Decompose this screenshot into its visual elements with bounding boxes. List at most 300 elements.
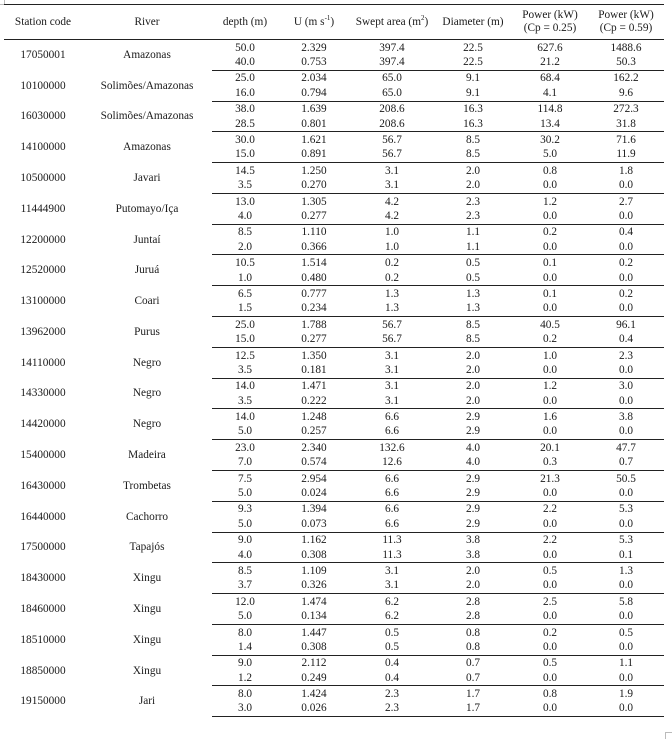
- velocity-cell: 1.162: [301, 534, 327, 547]
- depth-cell: 40.0: [212, 55, 278, 70]
- depth-cell: 8.5: [237, 226, 253, 239]
- diameter-cell: 2.8: [434, 609, 512, 624]
- river-name: Cachorro: [125, 510, 169, 523]
- velocity-cell: 0.234: [278, 302, 350, 317]
- river-name: Juruá: [134, 264, 160, 277]
- station-code: 17500000: [20, 541, 66, 554]
- swept-area-cell: 397.4: [379, 41, 405, 54]
- table-row: [4, 317, 664, 333]
- velocity-cell: 1.447: [301, 626, 327, 639]
- station-code: 19150000: [20, 695, 66, 708]
- velocity-cell: 0.308: [278, 548, 350, 563]
- depth-cell: 23.0: [235, 441, 255, 454]
- swept-area-cell: 11.3: [382, 534, 402, 547]
- river-name: Madeira: [128, 449, 166, 462]
- swept-area-cell: 12.6: [350, 456, 434, 471]
- depth-cell: 50.0: [235, 41, 255, 54]
- diameter-cell: 3.8: [465, 534, 481, 547]
- depth-cell: 5.0: [212, 609, 278, 624]
- power-cp025-cell: 0.0: [512, 394, 588, 409]
- depth-cell: 5.0: [212, 486, 278, 501]
- diameter-cell: 0.7: [434, 671, 512, 686]
- diameter-cell: 2.0: [434, 579, 512, 594]
- power-cp025-cell: 0.0: [512, 609, 588, 624]
- power-cp025-cell: 0.1: [542, 257, 558, 270]
- power-cp025-cell: 0.8: [542, 688, 558, 701]
- power-cp059-cell: 0.4: [618, 226, 634, 239]
- diameter-cell: 2.9: [465, 503, 481, 516]
- velocity-cell: 1.394: [301, 503, 327, 516]
- swept-area-cell: 0.4: [350, 671, 434, 686]
- velocity-cell: 0.480: [278, 271, 350, 286]
- depth-cell: 28.5: [212, 117, 278, 132]
- power-cp025-cell: 1.0: [542, 349, 558, 362]
- river-name: Tapajós: [129, 541, 165, 554]
- station-code: 10500000: [20, 172, 66, 185]
- power-cp059-cell: 1488.6: [610, 41, 642, 54]
- power-cp059-cell: 0.1: [588, 548, 664, 563]
- depth-cell: 13.0: [235, 195, 255, 208]
- power-cp059-cell: 0.2: [618, 257, 634, 270]
- swept-area-cell: 11.3: [350, 548, 434, 563]
- depth-cell: 3.0: [212, 702, 278, 717]
- power-cp025-cell: 0.2: [542, 626, 558, 639]
- diameter-cell: 2.8: [465, 595, 481, 608]
- table-row: [4, 501, 664, 517]
- river-name: Javari: [133, 172, 161, 185]
- swept-area-cell: 6.6: [350, 486, 434, 501]
- power-cp059-cell: 1.3: [618, 564, 634, 577]
- station-code: 16030000: [20, 110, 66, 123]
- power-cp025-cell: 40.5: [540, 318, 560, 331]
- swept-area-cell: 65.0: [382, 72, 402, 85]
- swept-area-cell: 1.3: [350, 302, 434, 317]
- power-cp059-cell: 0.0: [588, 209, 664, 224]
- header-swept-area: Swept area $(m^2)$: [350, 5, 434, 40]
- power-cp059-cell: 3.8: [618, 411, 634, 424]
- diameter-cell: 1.1: [434, 240, 512, 255]
- power-cp025-cell: 13.4: [512, 117, 588, 132]
- table-row: [4, 101, 664, 117]
- table-row: [4, 70, 664, 86]
- velocity-cell: 1.474: [301, 595, 327, 608]
- depth-cell: 1.0: [212, 271, 278, 286]
- swept-area-cell: 6.6: [350, 517, 434, 532]
- power-cp025-cell: 2.5: [542, 595, 558, 608]
- power-cp025-cell: 627.6: [537, 41, 563, 54]
- velocity-cell: 0.753: [278, 55, 350, 70]
- diameter-cell: 0.8: [434, 640, 512, 655]
- velocity-cell: 1.639: [301, 103, 327, 116]
- station-code: 12200000: [20, 233, 66, 246]
- swept-area-cell: 0.2: [350, 271, 434, 286]
- swept-area-cell: 6.6: [384, 411, 400, 424]
- diameter-cell: 4.0: [434, 456, 512, 471]
- power-cp025-cell: 0.2: [512, 332, 588, 347]
- power-cp059-cell: 0.0: [588, 179, 664, 194]
- swept-area-cell: 3.1: [384, 380, 400, 393]
- diameter-cell: 3.8: [434, 548, 512, 563]
- station-code: 16430000: [20, 479, 66, 492]
- depth-cell: 1.2: [212, 671, 278, 686]
- diameter-cell: 2.0: [434, 363, 512, 378]
- power-cp059-cell: 2.3: [618, 349, 634, 362]
- swept-area-cell: 56.7: [382, 134, 402, 147]
- diameter-cell: 2.3: [465, 195, 481, 208]
- depth-cell: 8.5: [237, 564, 253, 577]
- diameter-cell: 22.5: [434, 55, 512, 70]
- diameter-cell: 0.5: [465, 257, 481, 270]
- header-row: [4, 5, 664, 40]
- velocity-cell: 0.181: [278, 363, 350, 378]
- swept-area-cell: 56.7: [350, 148, 434, 163]
- power-cp059-cell: 47.7: [616, 441, 636, 454]
- power-cp059-cell: 0.2: [618, 287, 634, 300]
- table-row: [4, 378, 664, 394]
- table-row: [4, 286, 664, 302]
- swept-area-cell: 56.7: [382, 318, 402, 331]
- depth-cell: 3.5: [212, 394, 278, 409]
- power-cp025-cell: 5.0: [512, 148, 588, 163]
- power-cp025-cell: 21.2: [512, 55, 588, 70]
- power-cp059-cell: 11.9: [588, 148, 664, 163]
- diameter-cell: 9.1: [465, 72, 481, 85]
- depth-cell: 1.5: [212, 302, 278, 317]
- table-row: [4, 686, 664, 702]
- river-name: Negro: [132, 418, 162, 431]
- power-cp025-cell: 1.2: [542, 380, 558, 393]
- power-cp059-cell: 2.7: [618, 195, 634, 208]
- river-name: Jari: [138, 695, 156, 708]
- header-diameter: Diameter (m): [434, 5, 512, 40]
- velocity-cell: 1.250: [301, 164, 327, 177]
- velocity-cell: 0.277: [278, 209, 350, 224]
- depth-cell: 25.0: [235, 72, 255, 85]
- table-row: [4, 440, 664, 456]
- velocity-cell: 0.073: [278, 517, 350, 532]
- station-code: 18430000: [20, 572, 66, 585]
- power-cp059-cell: 1.9: [618, 688, 634, 701]
- diameter-cell: 2.3: [434, 209, 512, 224]
- velocity-cell: 0.277: [278, 332, 350, 347]
- swept-area-cell: 1.3: [384, 287, 400, 300]
- velocity-cell: 2.112: [301, 657, 327, 670]
- station-code: 14110000: [20, 356, 66, 369]
- power-cp059-cell: 50.5: [616, 472, 636, 485]
- power-cp025-cell: 0.0: [512, 579, 588, 594]
- velocity-cell: 0.134: [278, 609, 350, 624]
- swept-area-cell: 3.1: [384, 349, 400, 362]
- station-code: 14330000: [20, 387, 66, 400]
- header-power-cp025: Power (kW) (Cp = 0.25): [512, 5, 588, 40]
- power-cp025-cell: 2.2: [542, 534, 558, 547]
- depth-cell: 8.0: [237, 688, 253, 701]
- river-name: Amazonas: [123, 49, 171, 62]
- swept-area-cell: 6.6: [350, 425, 434, 440]
- velocity-cell: 1.424: [301, 688, 327, 701]
- power-cp059-cell: 5.3: [618, 534, 634, 547]
- station-code: 11444900: [20, 202, 66, 215]
- velocity-cell: 1.305: [301, 195, 327, 208]
- diameter-cell: 8.5: [465, 134, 481, 147]
- velocity-cell: 0.777: [301, 287, 327, 300]
- river-name: Xingu: [132, 633, 162, 646]
- station-code: 16440000: [20, 510, 66, 523]
- swept-area-cell: 4.2: [384, 195, 400, 208]
- river-name: Xingu: [132, 664, 162, 677]
- depth-cell: 7.5: [237, 472, 253, 485]
- power-cp025-cell: 0.5: [542, 564, 558, 577]
- swept-area-cell: 0.4: [384, 657, 400, 670]
- swept-area-cell: 208.6: [379, 103, 405, 116]
- power-cp025-cell: 0.2: [542, 226, 558, 239]
- velocity-cell: 2.034: [301, 72, 327, 85]
- swept-area-cell: 56.7: [350, 332, 434, 347]
- power-cp059-cell: 5.3: [618, 503, 634, 516]
- depth-cell: 30.0: [235, 134, 255, 147]
- diameter-cell: 2.0: [465, 349, 481, 362]
- station-code: 10100000: [20, 79, 66, 92]
- depth-cell: 12.0: [235, 595, 255, 608]
- power-cp025-cell: 0.0: [512, 702, 588, 717]
- velocity-cell: 1.788: [301, 318, 327, 331]
- power-cp025-cell: 30.2: [540, 134, 560, 147]
- station-code: 18510000: [20, 633, 66, 646]
- power-cp025-cell: 20.1: [540, 441, 560, 454]
- depth-cell: 5.0: [212, 425, 278, 440]
- depth-cell: 3.7: [212, 579, 278, 594]
- depth-cell: 6.5: [237, 287, 253, 300]
- velocity-cell: 0.794: [278, 86, 350, 101]
- depth-cell: 38.0: [235, 103, 255, 116]
- diameter-cell: 2.9: [465, 411, 481, 424]
- velocity-cell: 0.366: [278, 240, 350, 255]
- velocity-cell: 0.257: [278, 425, 350, 440]
- depth-cell: 14.5: [235, 164, 255, 177]
- velocity-cell: 2.329: [301, 41, 327, 54]
- power-cp059-cell: 272.3: [613, 103, 639, 116]
- power-cp059-cell: 0.0: [588, 702, 664, 717]
- river-name: Amazonas: [123, 141, 171, 154]
- velocity-cell: 0.026: [278, 702, 350, 717]
- depth-cell: 14.0: [235, 380, 255, 393]
- depth-cell: 7.0: [212, 456, 278, 471]
- power-cp025-cell: 0.0: [512, 425, 588, 440]
- diameter-cell: 0.5: [434, 271, 512, 286]
- diameter-cell: 1.7: [434, 702, 512, 717]
- depth-cell: 15.0: [212, 148, 278, 163]
- power-cp025-cell: 0.0: [512, 640, 588, 655]
- swept-area-cell: 6.6: [384, 472, 400, 485]
- table-row: [4, 532, 664, 548]
- power-cp059-cell: 0.0: [588, 517, 664, 532]
- power-cp025-cell: 114.8: [537, 103, 563, 116]
- power-cp059-cell: 3.0: [618, 380, 634, 393]
- depth-cell: 9.0: [237, 534, 253, 547]
- power-cp059-cell: 0.0: [588, 240, 664, 255]
- swept-area-cell: 397.4: [350, 55, 434, 70]
- power-cp059-cell: 0.7: [588, 456, 664, 471]
- table-row: [4, 224, 664, 240]
- header-velocity: U (m $s^{-1}$): [278, 5, 350, 40]
- diameter-cell: 0.8: [465, 626, 481, 639]
- diameter-cell: 8.5: [434, 332, 512, 347]
- diameter-cell: 1.1: [465, 226, 481, 239]
- river-name: Putomayo/Iça: [115, 202, 179, 215]
- swept-area-cell: 3.1: [350, 363, 434, 378]
- power-cp059-cell: 0.5: [618, 626, 634, 639]
- power-cp025-cell: 2.2: [542, 503, 558, 516]
- river-name: Negro: [132, 356, 162, 369]
- power-cp059-cell: 0.0: [588, 671, 664, 686]
- swept-area-cell: 0.2: [384, 257, 400, 270]
- velocity-cell: 2.340: [301, 441, 327, 454]
- velocity-cell: 0.270: [278, 179, 350, 194]
- power-cp059-cell: 0.0: [588, 579, 664, 594]
- power-cp059-cell: 96.1: [616, 318, 636, 331]
- power-cp059-cell: 50.3: [588, 55, 664, 70]
- depth-cell: 16.0: [212, 86, 278, 101]
- diameter-cell: 2.0: [465, 164, 481, 177]
- power-cp025-cell: 1.6: [542, 411, 558, 424]
- power-cp025-cell: 0.0: [512, 302, 588, 317]
- power-cp059-cell: 0.0: [588, 363, 664, 378]
- header-river: River: [82, 5, 212, 40]
- power-cp025-cell: 0.0: [512, 209, 588, 224]
- river-name: Negro: [132, 387, 162, 400]
- swept-area-cell: 3.1: [384, 564, 400, 577]
- swept-area-cell: 208.6: [350, 117, 434, 132]
- swept-area-cell: 1.0: [384, 226, 400, 239]
- velocity-cell: 0.222: [278, 394, 350, 409]
- power-cp059-cell: 71.6: [616, 134, 636, 147]
- depth-cell: 3.5: [212, 179, 278, 194]
- swept-area-cell: 3.1: [384, 164, 400, 177]
- power-cp025-cell: 0.0: [512, 240, 588, 255]
- power-cp025-cell: 0.0: [512, 363, 588, 378]
- diameter-cell: 2.0: [465, 380, 481, 393]
- velocity-cell: 0.801: [278, 117, 350, 132]
- river-name: Xingu: [132, 602, 162, 615]
- power-cp025-cell: 0.5: [542, 657, 558, 670]
- table-row: [4, 624, 664, 640]
- river-name: Trombetas: [123, 479, 171, 492]
- power-cp059-cell: 0.0: [588, 609, 664, 624]
- diameter-cell: 2.0: [465, 564, 481, 577]
- depth-cell: 12.5: [235, 349, 255, 362]
- power-cp059-cell: 31.8: [588, 117, 664, 132]
- depth-cell: 1.4: [212, 640, 278, 655]
- diameter-cell: 4.0: [465, 441, 481, 454]
- swept-area-cell: 1.0: [350, 240, 434, 255]
- table-row: [4, 594, 664, 610]
- velocity-cell: 0.326: [278, 579, 350, 594]
- velocity-cell: 1.248: [301, 411, 327, 424]
- station-code: 17050001: [20, 49, 66, 62]
- depth-cell: 5.0: [212, 517, 278, 532]
- diameter-cell: 2.9: [434, 425, 512, 440]
- power-cp025-cell: 0.8: [542, 164, 558, 177]
- power-cp059-cell: 9.6: [588, 86, 664, 101]
- table-row: [4, 470, 664, 486]
- depth-cell: 15.0: [212, 332, 278, 347]
- power-cp025-cell: 0.0: [512, 179, 588, 194]
- depth-cell: 9.0: [237, 657, 253, 670]
- header-power-cp059: Power (kW) (Cp = 0.59): [588, 5, 664, 40]
- diameter-cell: 8.5: [434, 148, 512, 163]
- diameter-cell: 1.3: [465, 287, 481, 300]
- swept-area-cell: 6.2: [350, 609, 434, 624]
- velocity-cell: 1.350: [301, 349, 327, 362]
- power-cp025-cell: 0.1: [542, 287, 558, 300]
- table-body: [4, 40, 664, 717]
- power-cp059-cell: 0.0: [588, 425, 664, 440]
- diameter-cell: 2.9: [434, 486, 512, 501]
- depth-cell: 14.0: [235, 411, 255, 424]
- table-row: [4, 132, 664, 148]
- depth-cell: 9.3: [237, 503, 253, 516]
- station-code: 14420000: [20, 418, 66, 431]
- velocity-cell: 0.308: [278, 640, 350, 655]
- power-cp059-cell: 0.0: [588, 394, 664, 409]
- diameter-cell: 2.0: [434, 179, 512, 194]
- swept-area-cell: 3.1: [350, 179, 434, 194]
- power-cp059-cell: 1.8: [618, 164, 634, 177]
- depth-cell: 4.0: [212, 548, 278, 563]
- river-name: Coari: [134, 295, 160, 308]
- station-code: 18850000: [20, 664, 66, 677]
- swept-area-cell: 4.2: [350, 209, 434, 224]
- depth-cell: 3.5: [212, 363, 278, 378]
- velocity-cell: 0.249: [278, 671, 350, 686]
- table-row: [4, 409, 664, 425]
- depth-cell: 25.0: [235, 318, 255, 331]
- diameter-cell: 2.9: [434, 517, 512, 532]
- header-station-code: Station code: [4, 5, 82, 40]
- station-code: 13962000: [20, 325, 66, 338]
- diameter-cell: 16.3: [463, 103, 483, 116]
- table-row: [4, 255, 664, 271]
- swept-area-cell: 0.5: [350, 640, 434, 655]
- velocity-cell: 0.574: [278, 456, 350, 471]
- power-cp025-cell: 68.4: [540, 72, 560, 85]
- power-cp059-cell: 5.8: [618, 595, 634, 608]
- velocity-cell: 1.109: [301, 564, 327, 577]
- power-cp059-cell: 162.2: [613, 72, 639, 85]
- power-cp059-cell: 0.0: [588, 486, 664, 501]
- power-cp059-cell: 1.1: [618, 657, 634, 670]
- velocity-cell: 1.514: [301, 257, 327, 270]
- depth-cell: 2.0: [212, 240, 278, 255]
- power-cp025-cell: 0.0: [512, 671, 588, 686]
- swept-area-cell: 2.3: [384, 688, 400, 701]
- swept-area-cell: 0.5: [384, 626, 400, 639]
- power-cp025-cell: 21.3: [540, 472, 560, 485]
- power-cp059-cell: 0.0: [588, 271, 664, 286]
- station-code: 13100000: [20, 295, 66, 308]
- station-code: 15400000: [20, 449, 66, 462]
- header-depth: depth (m): [212, 5, 278, 40]
- depth-cell: 8.0: [237, 626, 253, 639]
- table-row: [4, 40, 664, 56]
- station-code: 14100000: [20, 141, 66, 154]
- power-cp025-cell: 0.0: [512, 486, 588, 501]
- power-cp025-cell: 0.0: [512, 517, 588, 532]
- power-cp059-cell: 0.0: [588, 640, 664, 655]
- power-cp059-cell: 0.4: [588, 332, 664, 347]
- power-cp025-cell: 0.3: [512, 456, 588, 471]
- power-cp025-cell: 0.0: [512, 271, 588, 286]
